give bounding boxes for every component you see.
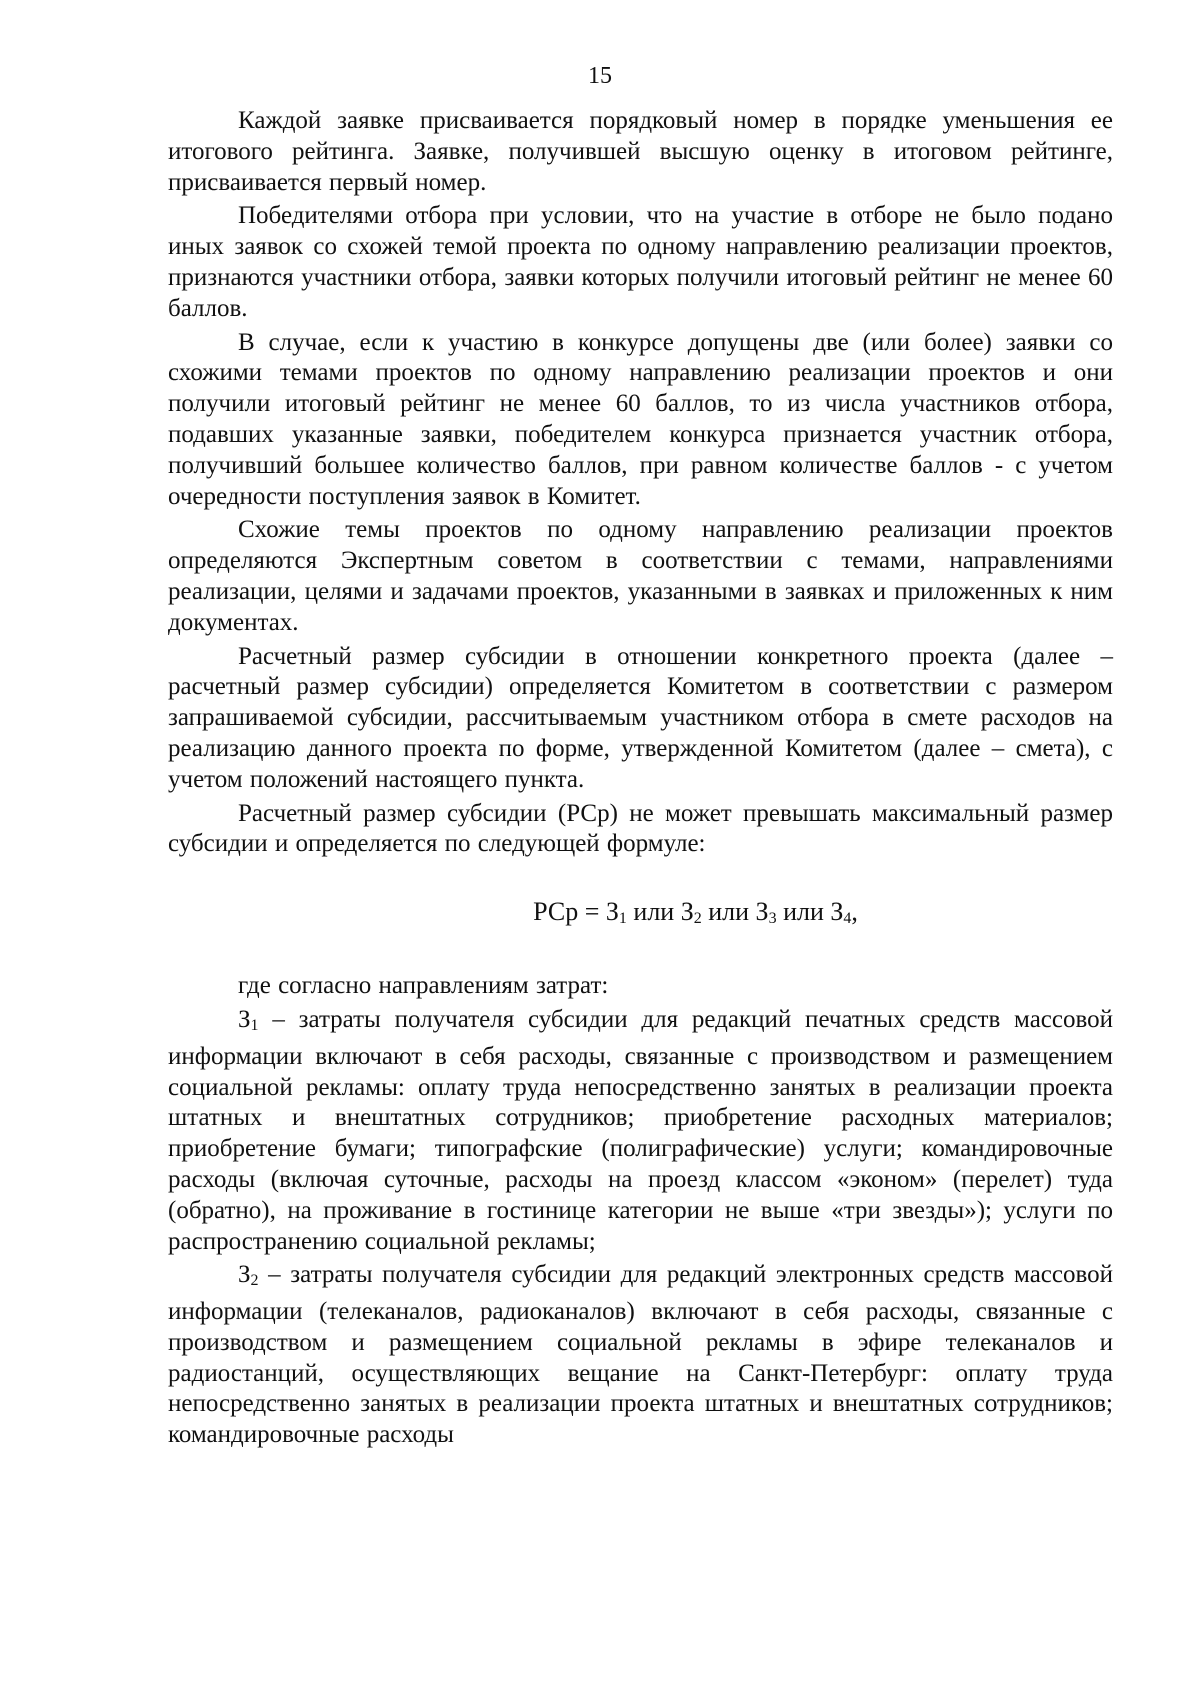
subsidy-formula <box>168 896 1113 935</box>
paragraph-cost-directions: где согласно направлениям затрат: <box>238 972 609 1000</box>
formula-text-3: или З <box>776 897 844 927</box>
document-body <box>168 106 1113 1454</box>
paragraph-similar-projects: В случае, если к участию в конкурсе допущены две (или более) заявки со схожими темами проектов по одному направлению реализации проектов и они получили итоговый рейтинг не менее 60 баллов, то из числа участников отбора, подавших указанные заявки, победителем конкурса признается участник отбора, получивший большее количество баллов, при равном количестве баллов - с учетом очередности поступления заявок в Комитет. <box>168 328 1113 510</box>
z2-letter: З <box>238 1261 251 1289</box>
formula-index-2: 2 <box>693 910 702 928</box>
paragraph-estimated-subsidy: Расчетный размер субсидии в отношении конкретного проекта (далее – расчетный размер субсидии) определяется Комитетом в соответствии с размером запрашиваемой субсидии, рассчитываемым участником отбора в смете расходов на реализацию данного проекта по форме, утвержденной Комитетом (далее – смета), с учетом положений настоящего пункта. <box>168 642 1113 793</box>
formula-index-1: 1 <box>618 910 627 928</box>
formula-index-4: 4 <box>843 910 852 928</box>
paragraph-winners: Победителями отбора при условии, что на участие в отборе не было подано иных заявок со схожей темой проекта по одному направлению реализации проектов, признаются участники отбора, заявки которых получили итоговый рейтинг не менее 60 баллов. <box>168 202 1113 322</box>
paragraph-rating-order: Каждой заявке присваивается порядковый номер в порядке уменьшения ее итогового рейтинга. Заявке, получившей высшую оценку в итоговом рейтинге, присваивается первый номер. <box>168 107 1113 196</box>
z1-text: – затраты получателя субсидии для редакций печатных средств массовой информации включают в себя расходы, связанные с производством и размещением социальной рекламы: оплату труда непосредственно занятых в реализации проекта штатных и внештатных сотрудников; приобретение расходных материалов; приобретение бумаги; типографские (полиграфические) услуги; командировочные расходы (включая суточные, расходы на проезд классом «эконом» (перелет) туда (обратно), на проживание в гостинице категории не выше «три звезды»); услуги по распространению социальной рекламы; <box>168 1005 1113 1255</box>
formula-text-4: , <box>851 897 858 927</box>
z2-index: 2 <box>250 1272 259 1290</box>
paragraph-similar-topics: Схожие темы проектов по одному направлению реализации проектов определяются Экспертным советом в соответствии с темами, направлениями реализации, целями и задачами проектов, указанными в заявках и приложенных к ним документах. <box>168 516 1113 636</box>
z1-letter: З <box>238 1005 251 1033</box>
paragraph-z2-electronic-media <box>168 1260 1113 1451</box>
z1-index: 1 <box>250 1016 259 1034</box>
paragraph-formula-intro: Расчетный размер субсидии (РСр) не может превышать максимальный размер субсидии и определяется по следующей формуле: <box>168 799 1113 858</box>
page-number: 15 <box>588 63 612 89</box>
z2-text: – затраты получателя субсидии для редакций электронных средств массовой информации (телеканалов, радиоканалов) включают в себя расходы, связанные с производством и размещением социальной рекламы в эфире телеканалов и радиостанций, осуществляющих вещание на Санкт-Петербург: оплату труда непосредственно занятых в реализации проекта штатных и внештатных сотрудников; командировочные расходы <box>168 1261 1113 1449</box>
formula-index-3: 3 <box>768 910 777 928</box>
formula-lhs: РСр = З <box>533 897 619 927</box>
formula-text-1: или З <box>626 897 694 927</box>
paragraph-z1-print-media <box>168 1005 1113 1257</box>
formula-text-2: или З <box>701 897 769 927</box>
